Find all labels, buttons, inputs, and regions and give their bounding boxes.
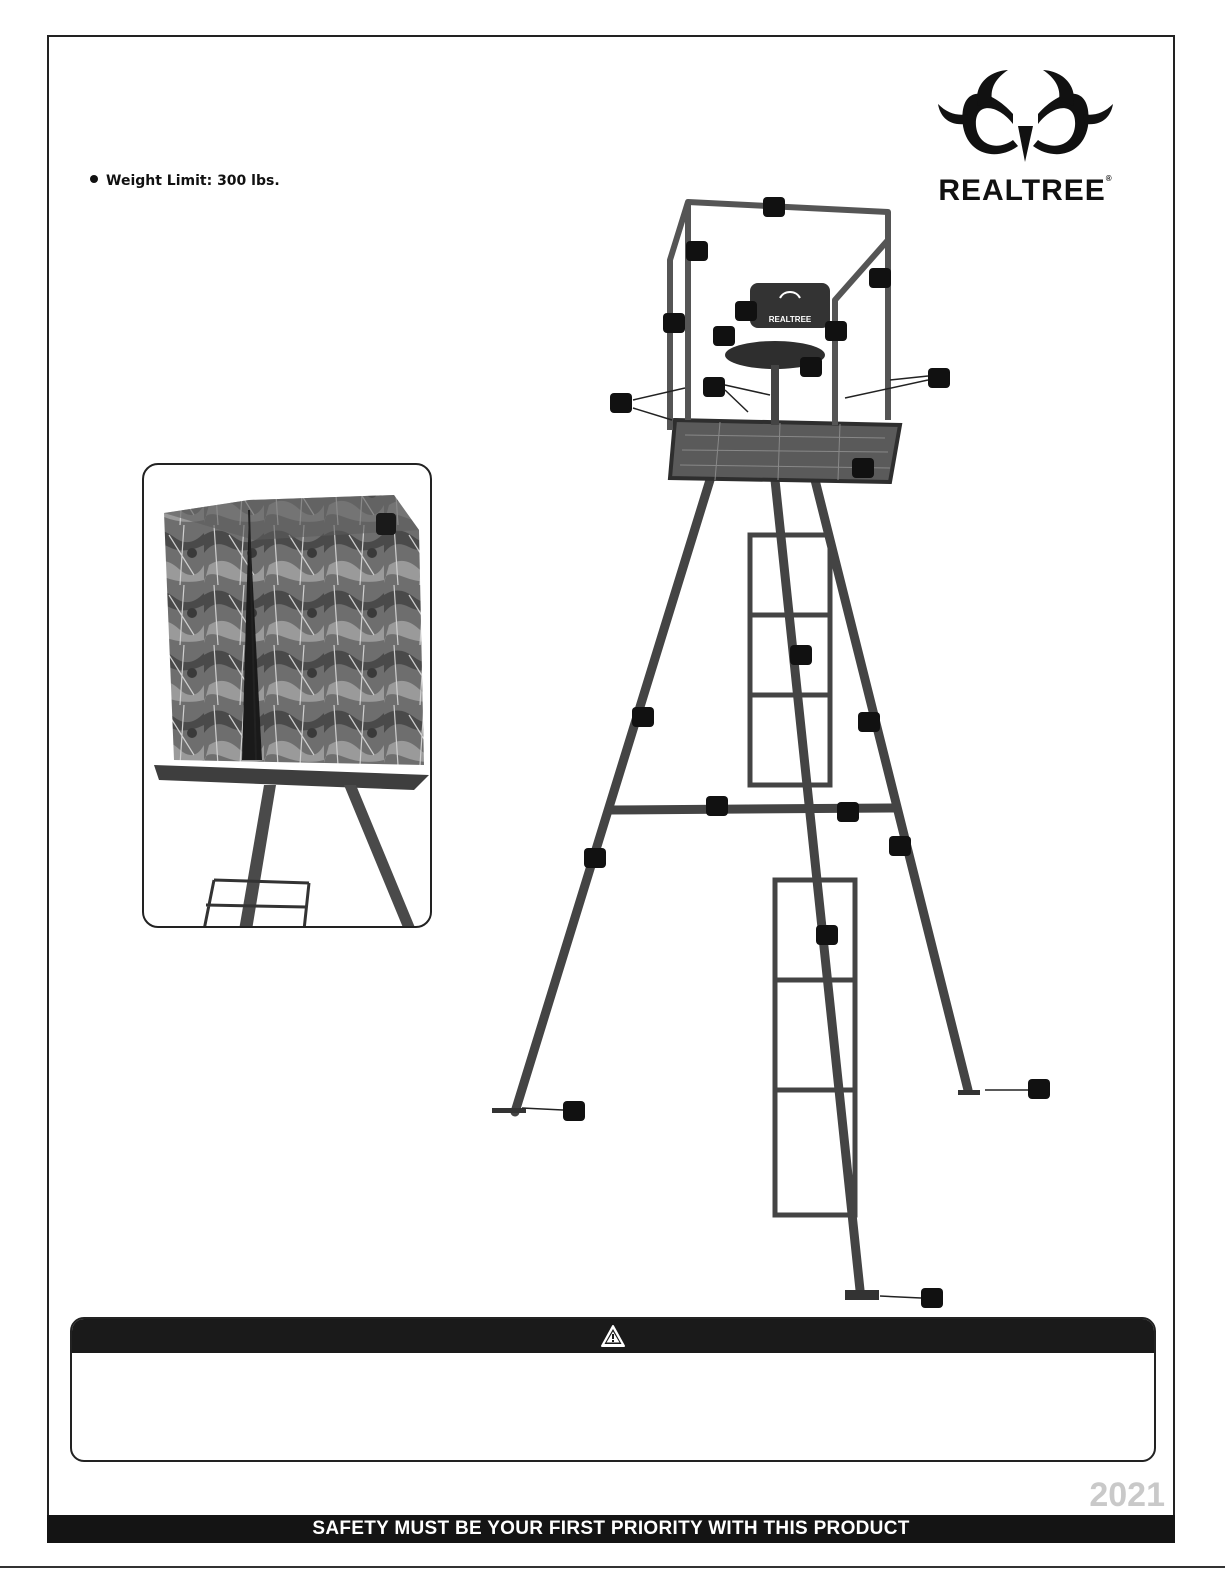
callout-marker [869, 268, 891, 288]
tripod-stand-illustration [440, 180, 1140, 1320]
bottom-divider [0, 1566, 1225, 1568]
weight-limit-spec [90, 173, 280, 189]
footer-text: SAFETY MUST BE YOUR FIRST PRIORITY WITH THIS PRODUCT [312, 1518, 910, 1539]
callout-marker [800, 357, 822, 377]
callout-marker [663, 313, 685, 333]
callout-marker [837, 802, 859, 822]
callout-marker [584, 848, 606, 868]
brand-name: REALTREE [938, 174, 1106, 207]
blind-enclosure-photo [142, 463, 432, 928]
callout-marker [921, 1288, 943, 1308]
callout-marker [735, 301, 757, 321]
bullet-icon [90, 175, 98, 183]
callout-marker [790, 645, 812, 665]
callout-marker [632, 707, 654, 727]
callout-marker [703, 377, 725, 397]
callout-marker [563, 1101, 585, 1121]
year-label: 2021 [1089, 1476, 1165, 1514]
registered-mark: ® [1105, 174, 1113, 183]
callout-marker [1028, 1079, 1050, 1099]
callout-marker [686, 241, 708, 261]
warning-triangle-icon [600, 1324, 626, 1348]
seat-logo-text: REALTREE [768, 315, 812, 324]
callout-marker [889, 836, 911, 856]
callout-marker [706, 796, 728, 816]
warning-header [72, 1319, 1154, 1353]
camo-blind-image [144, 465, 432, 928]
callout-marker [713, 326, 735, 346]
callout-marker [858, 712, 880, 732]
antler-logo-icon [918, 66, 1133, 171]
tripod-stand-image [440, 180, 1140, 1320]
callout-marker [816, 925, 838, 945]
warning-box [70, 1317, 1156, 1462]
callout-marker [610, 393, 632, 413]
callout-marker [763, 197, 785, 217]
safety-footer [47, 1515, 1175, 1543]
callout-marker [825, 321, 847, 341]
weight-limit-text: Weight Limit: 300 lbs. [106, 173, 280, 189]
callout-marker [928, 368, 950, 388]
callout-marker [852, 458, 874, 478]
